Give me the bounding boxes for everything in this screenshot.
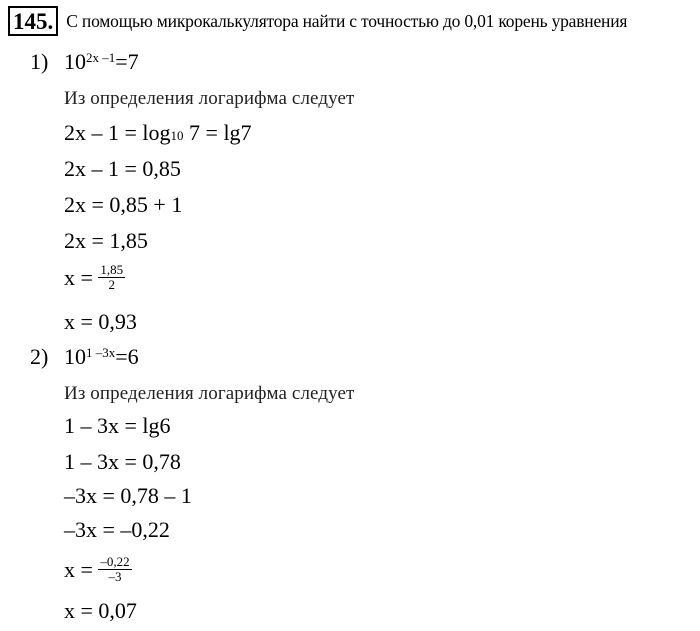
part-1-step-5-prefix: x = — [64, 265, 99, 290]
part-2-exponent: 1 –3x — [86, 345, 116, 360]
part-1-definition-text: Из определения логарифма следует — [64, 88, 355, 109]
part-1-rhs: =7 — [115, 49, 139, 74]
part-2-rhs: =6 — [115, 344, 139, 369]
part-2-step-3: –3x = 0,78 – 1 — [64, 483, 192, 508]
part-2-fraction-denominator: –3 — [108, 569, 122, 585]
part-1-step-3: 2x = 0,85 + 1 — [64, 192, 183, 217]
part-1-step-2: 2x – 1 = 0,85 — [64, 156, 181, 181]
part-1-step-6: x = 0,93 — [64, 309, 137, 334]
part-1-equation — [64, 49, 139, 75]
part-1-fraction — [98, 263, 125, 292]
part-2-step-1: 1 – 3x = lg6 — [64, 413, 171, 438]
part-2-definition-text: Из определения логарифма следует — [64, 383, 355, 404]
part-2-step-2: 1 – 3x = 0,78 — [64, 449, 181, 474]
problem-statement: С помощью микрокалькулятора найти с точностью до 0,01 корень уравнения — [66, 10, 628, 31]
part-1-base: 10 — [64, 49, 86, 74]
part-1-exponent: 2x –1 — [86, 50, 116, 65]
part-1-fraction-numerator: 1,85 — [100, 262, 124, 278]
part-2-step-5 — [64, 554, 132, 586]
part-2-fraction — [98, 555, 131, 584]
part-1-step-1-prefix: 2x – 1 = log — [64, 120, 171, 145]
problem-number: 145. — [8, 6, 58, 36]
part-1-step-1 — [64, 120, 252, 146]
part-2-fraction-numerator: –0,22 — [100, 554, 130, 570]
part-1-step-1-suffix: 7 = lg7 — [183, 120, 252, 145]
part-1-step-4: 2x = 1,85 — [64, 228, 148, 253]
part-2-step-6: x = 0,07 — [64, 598, 137, 623]
part-2-step-4: –3x = –0,22 — [64, 517, 170, 542]
part-1-fraction-denominator: 2 — [108, 277, 116, 293]
part-2-label: 2) — [30, 344, 49, 369]
part-2-base: 10 — [64, 344, 86, 369]
part-1-label: 1) — [30, 49, 49, 74]
part-1-log-base: 10 — [170, 128, 184, 143]
part-1-step-5 — [64, 262, 125, 294]
part-2-step-5-prefix: x = — [64, 557, 99, 582]
problem-header — [8, 6, 627, 36]
part-2-equation — [64, 344, 139, 370]
